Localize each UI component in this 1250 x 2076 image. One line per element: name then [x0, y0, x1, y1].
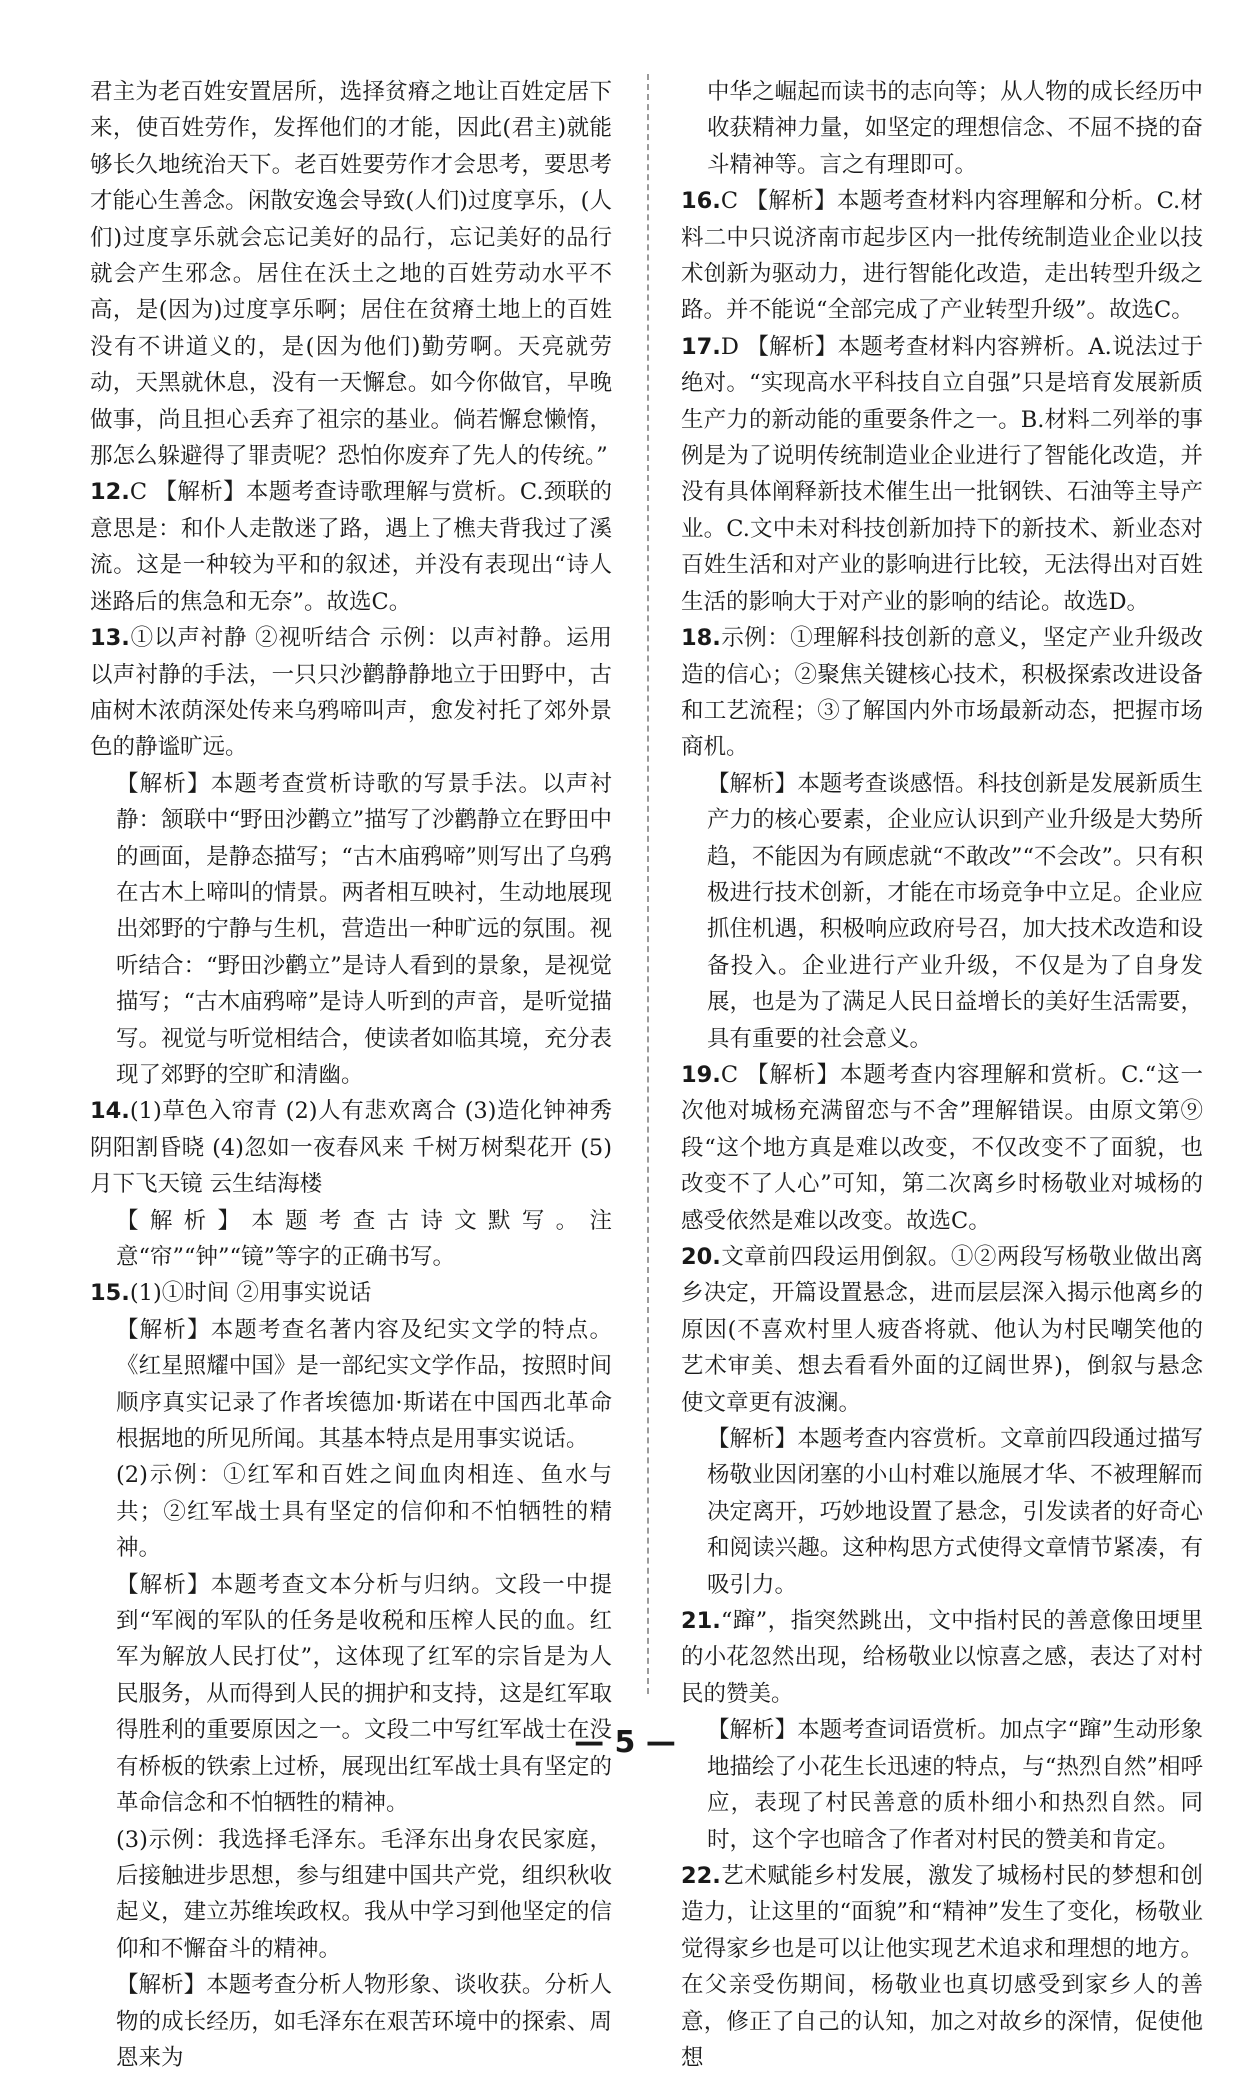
answer-item [681, 1603, 1203, 1712]
continued-paragraph: 君主为老百姓安置居所，选择贫瘠之地让百姓定居下来，使百姓劳作，发挥他们的才能，因此(君主)就能够长久地统治天下。老百姓要劳作才会思考，要思考才能心生善念。闲散安逸会导致(人们)过度享乐，(人们)过度享乐就会忘记美好的品行，忘记美好的品行就会产生邪念。居住在沃土之地的百姓劳动水平不高，是(因为)过度享乐啊；居住在贫瘠土地上的百姓没有不讲道义的，是(因为他们)勤劳啊。天亮就劳动，天黑就休息，没有一天懈怠。如今你做官，早晚做事，尚且担心丢弃了祖宗的基业。倘若懈怠懒惰，那怎么躲避得了罪责呢？恐怕你废弃了先人的传统。” [90, 79, 612, 470]
explanation-paragraph: 【解析】本题考查分析人物形象、谈收获。分析人物的成长经历，如毛泽东在艰苦环境中的探索、周恩来为 [116, 1972, 612, 2071]
explanation-paragraph: 【解析】本题考查赏析诗歌的写景手法。以声衬静：颔联中“野田沙鹳立”描写了沙鹳静立在野田中的画面，是静态描写；“古木庙鸦啼”则写出了乌鸦在古木上啼叫的情景。两者相互映衬，生动地展现出郊野的宁静与生机，营造出一种旷远的氛围。视听结合：“野田沙鹳立”是诗人看到的景象，是视觉描写；“古木庙鸦啼”是诗人听到的声音，是听觉描写。视觉与听觉相结合，使读者如临其境，充分表现了郊野的空旷和清幽。 [116, 770, 612, 1088]
explanation-paragraph: 【解析】本题考查文本分析与归纳。文段一中提到“军阀的军队的任务是收税和压榨人民的血。红军为解放人民打仗”，这体现了红军的宗旨是为人民服务，从而得到人民的拥护和支持，这是红军取得胜利的重要原因之一。文段二中写红军战士在没有桥板的铁索上过桥，展现出红军战士具有坚定的革命信念和不怕牺牲的精神。 [116, 1571, 612, 1817]
item-number: 14. [90, 1098, 130, 1125]
item-number: 15. [90, 1280, 130, 1307]
answer-item [681, 1057, 1203, 1239]
item-number: 17. [681, 333, 721, 360]
explanation-paragraph: 中华之崛起而读书的志向等；从人物的成长经历中收获精神力量，如坚定的理想信念、不屈不挠的奋斗精神等。言之有理即可。 [707, 79, 1203, 178]
answer-item [681, 329, 1203, 620]
explanation-paragraph: 【解析】本题考查古诗文默写。注意“帘”“钟”“镜”等字的正确书写。 [116, 1207, 612, 1270]
page-number: — 5 — [574, 1725, 676, 1760]
item-number: 19. [681, 1061, 721, 1088]
item-text: 文章前四段运用倒叙。①②两段写杨敬业做出离乡决定，开篇设置悬念，进而层层深入揭示他离乡的原因(不喜欢村里人疲沓将就、他认为村民嘲笑他的艺术审美、想去看看外面的辽阔世界)，倒叙与悬念使文章更有波澜。 [681, 1244, 1203, 1416]
item-text: C 【解析】本题考查内容理解和赏析。C.“这一次他对城杨充满留恋与不舍”理解错误。由原文第⑨段“这个地方真是难以改变，不仅改变不了面貌，也改变不了人心”可知，第二次离乡时杨敬业对城杨的感受依然是难以改变。故选C。 [681, 1061, 1203, 1234]
answer-item [681, 1239, 1203, 1421]
column-divider [647, 74, 649, 1694]
answer-item [90, 474, 612, 620]
item-text: D 【解析】本题考查材料内容辨析。A.说法过于绝对。“实现高水平科技自立自强”只是培育发展新质生产力的新动能的重要条件之一。B.材料二列举的事例是为了说明传统制造业企业进行了智能化改造，并没有具体阐释新技术催生出一批钢铁、石油等主导产业。C.文中未对科技创新加持下的新技术、新业态对百姓生活和对产业的影响进行比较，无法得出对百姓生活的影响大于对产业的影响的结论。故选D。 [681, 333, 1203, 615]
item-text: C 【解析】本题考查诗歌理解与赏析。C.颈联的意思是：和仆人走散迷了路，遇上了樵夫背我过了溪流。这是一种较为平和的叙述，并没有表现出“诗人迷路后的焦急和无奈”。故选C。 [90, 479, 612, 615]
item-text: C 【解析】本题考查材料内容理解和分析。C.材料二中只说济南市起步区内一批传统制造业企业以技术创新为驱动力，进行智能化改造，走出转型升级之路。并不能说“全部完成了产业转型升级”。故选C。 [681, 188, 1203, 324]
item-number: 18. [681, 625, 721, 652]
item-text: (1)草色入帘青 (2)人有悲欢离合 (3)造化钟神秀 阴阳割昏晓 (4)忽如一夜春风来 千树万树梨花开 (5)月下飞天镜 云生结海楼 [90, 1098, 612, 1198]
answer-item [681, 183, 1203, 329]
item-number: 20. [681, 1244, 721, 1270]
item-text: 示例：①理解科技创新的意义，坚定产业升级改造的信心；②聚焦关键核心技术，积极探索改进设备和工艺流程；③了解国内外市场最新动态，把握市场商机。 [681, 625, 1203, 761]
answer-item [90, 620, 612, 766]
item-number: 13. [90, 625, 130, 652]
item-text: 艺术赋能乡村发展，激发了城杨村民的梦想和创造力，让这里的“面貌”和“精神”发生了变化，杨敬业觉得家乡也是可以让他实现艺术追求和理想的地方。在父亲受伤期间，杨敬业也真切感受到家乡人的善意，修正了自己的认知，加之对故乡的深情，促使他想 [681, 1862, 1203, 2071]
explanation-paragraph: (2)示例：①红军和百姓之间血肉相连、鱼水与共；②红军战士具有坚定的信仰和不怕牺牲的精神。 [116, 1462, 612, 1562]
answer-item [90, 1275, 612, 1311]
explanation-paragraph: 【解析】本题考查词语赏析。加点字“蹿”生动形象地描绘了小花生长迅速的特点，与“热烈自然”相呼应，表现了村民善意的质朴细小和热烈自然。同时，这个字也暗含了作者对村民的赞美和肯定。 [707, 1717, 1203, 1853]
explanation-paragraph: 【解析】本题考查内容赏析。文章前四段通过描写杨敬业因闭塞的小山村难以施展才华、不被理解而决定离开，巧妙地设置了悬念，引发读者的好奇心和阅读兴趣。这种构思方式使得文章情节紧凑，有吸引力。 [707, 1426, 1203, 1598]
item-text: (1)①时间 ②用事实说话 [129, 1280, 372, 1307]
explanation-paragraph: 【解析】本题考查名著内容及纪实文学的特点。《红星照耀中国》是一部纪实文学作品，按照时间顺序真实记录了作者埃德加·斯诺在中国西北革命根据地的所见所闻。其基本特点是用事实说话。 [116, 1316, 612, 1453]
answer-item [90, 1093, 612, 1202]
item-text: ①以声衬静 ②视听结合 示例：以声衬静。运用以声衬静的手法，一只只沙鹳静静地立于田野中，古庙树木浓荫深处传来乌鸦啼叫声，愈发衬托了郊外景色的静谧旷远。 [90, 625, 612, 761]
answer-item [681, 1858, 1203, 2076]
item-number: 16. [681, 188, 721, 215]
item-number: 21. [681, 1608, 721, 1635]
item-number: 12. [90, 479, 130, 506]
item-number: 22. [681, 1862, 721, 1889]
item-text: “蹿”，指突然跳出，文中指村民的善意像田埂里的小花忽然出现，给杨敬业以惊喜之感，表达了对村民的赞美。 [681, 1608, 1203, 1707]
answer-item [681, 620, 1203, 766]
right-column [681, 74, 1203, 2076]
explanation-paragraph: 【解析】本题考查谈感悟。科技创新是发展新质生产力的核心要素，企业应认识到产业升级是大势所趋，不能因为有顾虑就“不敢改”“不会改”。只有积极进行技术创新，才能在市场竞争中立足。企业应抓住机遇，积极响应政府号召，加大技术改造和设备投入。企业进行产业升级，不仅是为了自身发展，也是为了满足人民日益增长的美好生活需要，具有重要的社会意义。 [707, 770, 1204, 1052]
left-column [90, 74, 612, 2076]
explanation-paragraph: (3)示例：我选择毛泽东。毛泽东出身农民家庭，后接触进步思想，参与组建中国共产党，组织秋收起义，建立苏维埃政权。我从中学习到他坚定的信仰和不懈奋斗的精神。 [116, 1826, 612, 1962]
